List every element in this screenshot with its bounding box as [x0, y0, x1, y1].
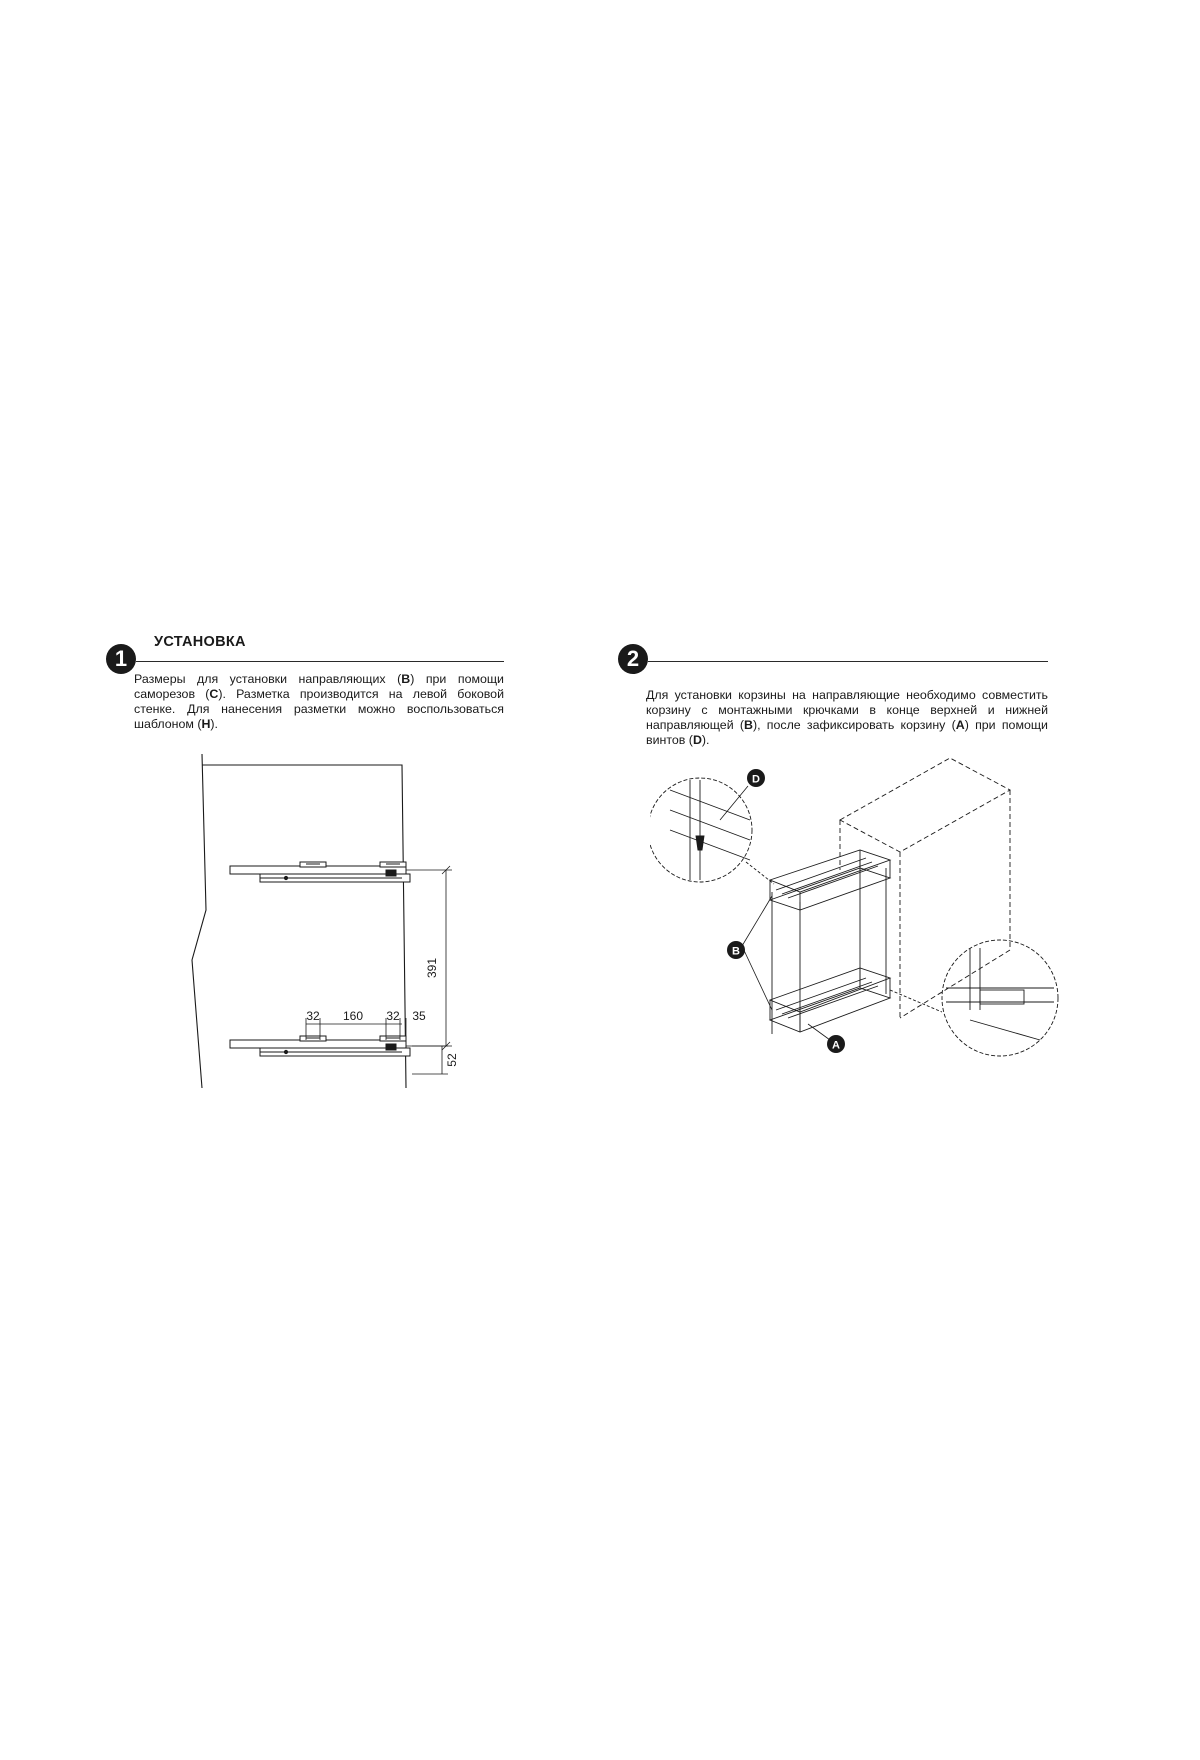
dim-label-32-right: 32 — [386, 1009, 400, 1023]
dim-label-32-left: 32 — [306, 1009, 320, 1023]
dim-label-35: 35 — [412, 1009, 426, 1023]
ref-c: C — [209, 687, 219, 701]
callout-b — [727, 896, 772, 1010]
ref-h: H — [201, 717, 211, 731]
step-heading: УСТАНОВКА — [154, 634, 246, 650]
dimension-52 — [412, 1046, 448, 1074]
ref-b: B — [401, 672, 411, 686]
detail-hook-circle — [890, 940, 1058, 1056]
callout-d — [720, 769, 765, 820]
ref-b: B — [744, 718, 753, 732]
callout-a — [808, 1024, 845, 1053]
step-number-badge: 1 — [106, 644, 136, 674]
callout-d-label: D — [752, 773, 760, 786]
step-2-instructions: Для установки корзины на направляющие необходимо совместить корзину с монтажными крючками в конце верхней и нижней направляющей (B), после зафиксировать корзину (A) при помощи винтов (D). — [646, 688, 1048, 747]
dim-label-160: 160 — [342, 1009, 364, 1023]
step-1-instructions: Размеры для установки направляющих (B) при помощи саморезов (C). Разметка производится на левой боковой стенке. Для нанесения разметки можно воспользоваться шаблоном (H). — [134, 672, 504, 731]
dim-label-391: 391 — [425, 957, 439, 979]
basket-upper-tier — [770, 850, 890, 910]
upper-drawer-slide — [230, 862, 410, 882]
heading-rule — [648, 661, 1048, 662]
slide-mounting-dimensions-diagram — [180, 750, 480, 1090]
basket-lower-tier — [770, 968, 890, 1032]
cabinet-outline — [840, 758, 1010, 1018]
basket-installation-diagram — [650, 750, 1070, 1090]
detail-screw-circle — [650, 778, 774, 884]
ref-d: D — [692, 733, 702, 747]
step-number-badge: 2 — [618, 644, 648, 674]
callout-a-label: A — [832, 1039, 840, 1052]
callout-b-label: B — [732, 945, 740, 958]
dim-label-52: 52 — [445, 1053, 459, 1067]
ref-a: A — [955, 718, 965, 732]
heading-rule — [136, 661, 504, 662]
